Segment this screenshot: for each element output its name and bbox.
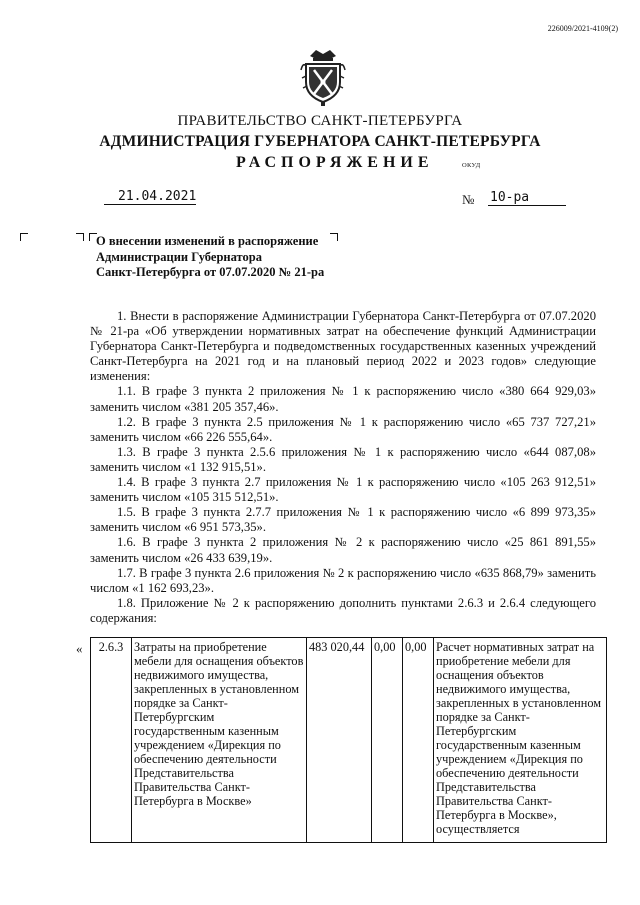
order-body	[90, 309, 596, 626]
order-number: 10-ра	[488, 190, 566, 206]
subject-line: Санкт-Петербурга от 07.07.2020 № 21-ра	[96, 265, 325, 279]
open-quote: «	[76, 641, 83, 656]
subject-line: О внесении изменений в распоряжение	[96, 234, 319, 248]
row-name: Затраты на приобретение мебели для оснащения объектов недвижимого имущества, закрепленных в установленном порядке за Санкт-Петербургским государственным казенным учреждением «Дирекция по обеспечению деятельности Представительства Правительства Санкт-Петербурга в Москве»	[132, 638, 307, 843]
government-title: ПРАВИТЕЛЬСТВО САНКТ-ПЕТЕРБУРГА	[177, 113, 463, 129]
row-value-2: 0,00	[372, 638, 403, 843]
order-type-title: РАСПОРЯЖЕНИЕ	[236, 154, 434, 171]
amendment-item: 1.6. В графе 3 пункта 2 приложения № 2 к распоряжению число «25 861 891,55» заменить числом «26 433 639,19».	[90, 535, 596, 565]
number-sign: №	[462, 192, 475, 207]
administration-title: АДМИНИСТРАЦИЯ ГУБЕРНАТОРА САНКТ-ПЕТЕРБУРГА	[99, 133, 541, 150]
order-subject	[96, 234, 324, 281]
document-number: 226009/2021-4109(2)	[547, 24, 618, 33]
okud-label: ОКУД	[462, 162, 481, 169]
row-value-3: 0,00	[403, 638, 434, 843]
amendment-item: 1.3. В графе 3 пункта 2.5.6 приложения № 1 к распоряжению число «644 087,08» заменить числом «1 132 915,51».	[90, 444, 596, 474]
appendix-table	[90, 637, 607, 843]
amendment-item: 1.8. Приложение № 2 к распоряжению дополнить пунктами 2.6.3 и 2.6.4 следующего содержания:	[90, 595, 596, 625]
row-value: 483 020,44	[307, 638, 372, 843]
amendment-item: 1.1. В графе 3 пункта 2 приложения № 1 к распоряжению число «380 664 929,03» заменить числом «381 205 357,46».	[90, 384, 596, 414]
corner-mark-icon	[20, 233, 28, 241]
row-description: Расчет нормативных затрат на приобретение мебели для оснащения объектов недвижимого имущества, закрепленных в установленном порядке за Санкт-Петербургским государственным казенным учреждением «Дирекция по обеспечению деятельности Представительства Правительства Санкт-Петербурга в Москве», осуществляется	[434, 638, 607, 843]
table-row	[91, 638, 607, 843]
amendment-item: 1.7. В графе 3 пункта 2.6 приложения № 2 к распоряжению число «635 868,79» заменить числом «1 162 693,23».	[90, 565, 596, 595]
corner-mark-icon	[330, 233, 338, 241]
coat-of-arms-icon	[300, 48, 346, 106]
row-number: 2.6.3	[91, 638, 132, 843]
corner-mark-icon	[76, 233, 84, 241]
intro-paragraph: 1. Внести в распоряжение Администрации Губернатора Санкт-Петербурга от 07.07.2020 № 21-ра «Об утверждении нормативных затрат на обеспечение функций Администрации Губернатора Санкт-Петербурга и подведомственных государственных казенных учреждений Санкт-Петербурга на 2021 год и на плановый период 2022 и 2023 годов» следующие изменения:	[90, 309, 596, 384]
order-date: 21.04.2021	[104, 189, 196, 205]
subject-line: Администрации Губернатора	[96, 249, 262, 264]
amendment-item: 1.4. В графе 3 пункта 2.7 приложения № 1 к распоряжению число «105 263 912,51» заменить числом «105 315 512,51».	[90, 475, 596, 505]
amendment-item: 1.2. В графе 3 пункта 2.5 приложения № 1 к распоряжению число «65 737 727,21» заменить числом «66 226 555,64».	[90, 414, 596, 444]
amendment-item: 1.5. В графе 3 пункта 2.7.7 приложения № 1 к распоряжению число «6 899 973,35» заменить числом «6 951 573,35».	[90, 505, 596, 535]
